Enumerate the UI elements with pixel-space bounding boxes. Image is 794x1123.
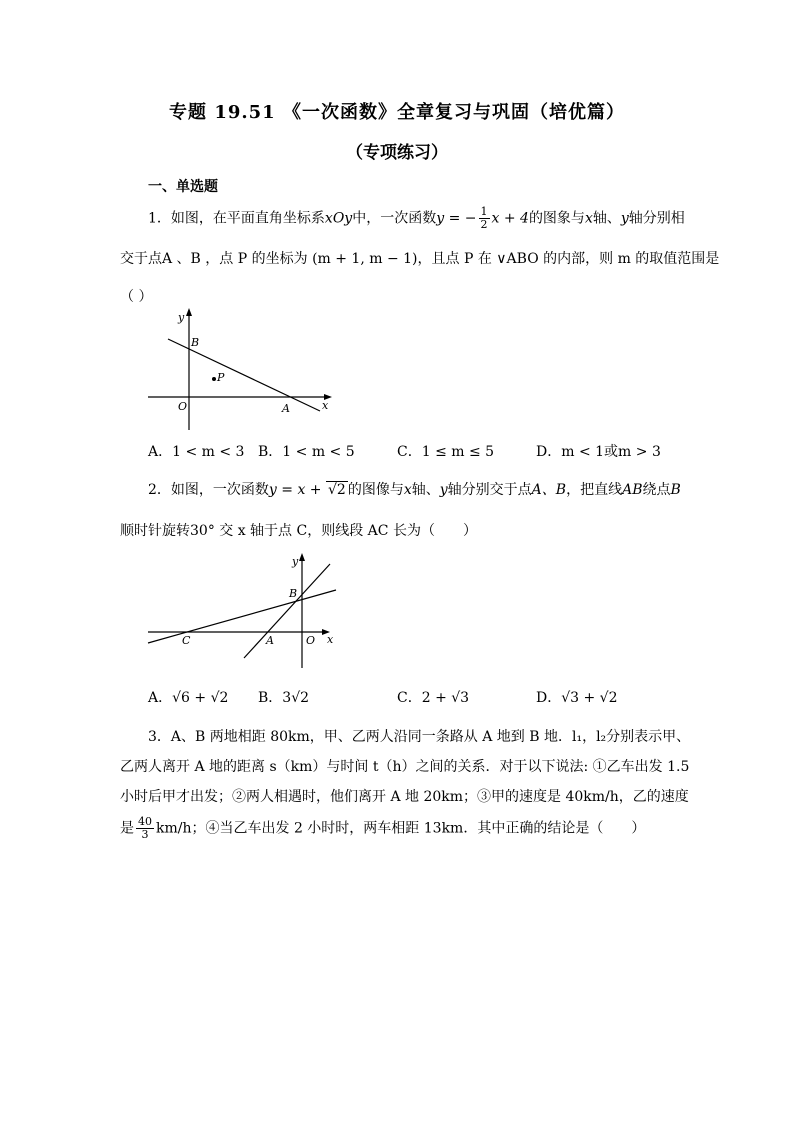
q3-line-2: 乙两人离开 A 地的距离 s（km）与时间 t（h）之间的关系．对于以下说法: ①乙车出发 1.5 (120, 759, 690, 775)
page-subtitle: （专项练习） (346, 143, 448, 163)
section-heading: 一、单选题 (148, 179, 218, 195)
q1-line-3: （ ） (120, 289, 153, 305)
q1-label-p: P (217, 371, 225, 384)
q1-option-b[interactable]: B．1 < m < 5 (258, 444, 355, 460)
q3-line-1: 3．A、B 两地相距 80km，甲、乙两人沿同一条路从 A 地到 B 地．l₁，l₂分别表示甲、 (148, 729, 691, 745)
q2-line-ab (244, 564, 330, 658)
q2-line-1: 2．如图，一次函数y = x + √2 的图像与x轴、y轴分别交于点A、B，把直线AB绕点B (148, 482, 681, 498)
q1-line-2: 交于点A 、B ，点 P 的坐标为 (m + 1, m − 1)，且点 P 在 ∨ABO 的内部，则 m 的取值范围是 (120, 251, 720, 267)
q2-option-a[interactable]: A．√6 + √2 (148, 690, 229, 706)
q1-figure (140, 305, 340, 435)
q3-fraction: $\frac{40}{3}$ (138, 815, 152, 841)
q1-point-p (212, 377, 216, 381)
q1-label-y: y (178, 311, 185, 324)
q1-option-c[interactable]: C．1 ≤ m ≤ 5 (397, 444, 495, 460)
q2-figure (140, 548, 340, 673)
q2-sqrt: √2 (328, 482, 346, 498)
q3-line-3: 小时后甲才出发；②两人相遇时，他们离开 A 地 20km；③甲的速度是 40km/h，乙的速度 (120, 789, 689, 805)
q1-fraction: $\frac{1}{2}$ (480, 205, 488, 231)
q2-y-arrow (299, 553, 305, 561)
q1-line-1: 1．如图，在平面直角坐标系xOy中，一次函数y = − $\frac{1}{2}$ x + 4的图象与x轴、y轴分别相 (148, 205, 685, 231)
q2-label-o: O (306, 634, 316, 647)
q1-label-b: B (191, 336, 200, 349)
q2-label-x: x (327, 633, 334, 646)
q2-label-b: B (289, 587, 298, 600)
q1-label-x: x (322, 399, 329, 412)
q1-option-a[interactable]: A．1 < m < 3 (148, 444, 245, 460)
q1-function-line (168, 339, 320, 411)
q2-option-b[interactable]: B．3√2 (258, 690, 310, 706)
q1-label-a: A (282, 402, 290, 415)
q1-label-o: O (178, 400, 188, 413)
q3-line-4: 是 $\frac{40}{3}$ km/h；④当乙车出发 2 小时时，两车相距 13km．其中正确的结论是（ ） (120, 815, 646, 841)
q1-y-arrow (186, 308, 192, 316)
q2-label-y: y (292, 555, 299, 568)
q2-line-2: 顺时针旋转30° 交 x 轴于点 C，则线段 AC 长为（ ） (120, 523, 477, 539)
q2-option-d[interactable]: D．√3 + √2 (536, 690, 618, 706)
q2-option-c[interactable]: C．2 + √3 (397, 690, 470, 706)
q2-label-c: C (182, 634, 191, 647)
q1-option-d[interactable]: D．m < 1或m > 3 (536, 444, 661, 460)
q2-label-a: A (266, 634, 274, 647)
page-title: 专题 19.51 《一次函数》全章复习与巩固（培优篇） (169, 102, 625, 123)
